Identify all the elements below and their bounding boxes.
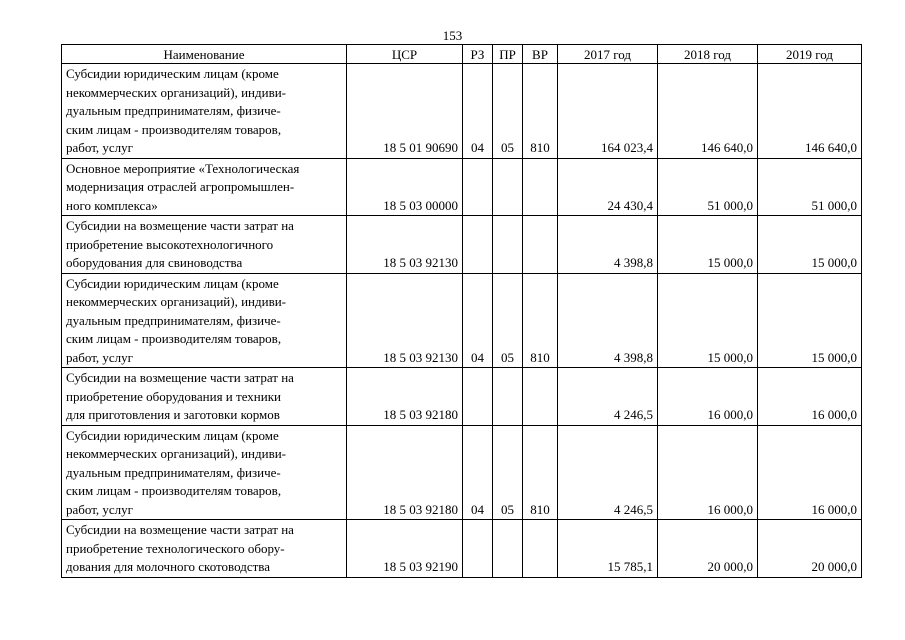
row-2019: 16 000,0 [758, 425, 862, 520]
row-rz: 04 [463, 425, 493, 520]
row-csr: 18 5 01 90690 [347, 64, 463, 159]
table-row [62, 368, 862, 426]
row-2018: 16 000,0 [658, 425, 758, 520]
header-2018: 2018 год [658, 45, 758, 64]
table-row [62, 216, 862, 274]
header-csr: ЦСР [347, 45, 463, 64]
row-name: Субсидии юридическим лицам (кроме некоммерческих организаций), индиви- дуальным предпринимателям, физиче- ским лицам - производителям товаров, работ, услуг [62, 64, 347, 159]
row-csr: 18 5 03 92130 [347, 216, 463, 274]
row-rz [463, 216, 493, 274]
row-csr: 18 5 03 92180 [347, 425, 463, 520]
row-vr [523, 368, 558, 426]
row-pr [493, 216, 523, 274]
row-rz: 04 [463, 273, 493, 368]
row-vr [523, 158, 558, 216]
row-2017: 4 398,8 [558, 273, 658, 368]
row-2018: 15 000,0 [658, 216, 758, 274]
row-2019: 51 000,0 [758, 158, 862, 216]
row-csr: 18 5 03 00000 [347, 158, 463, 216]
header-2017: 2017 год [558, 45, 658, 64]
row-2017: 164 023,4 [558, 64, 658, 159]
row-2017: 4 398,8 [558, 216, 658, 274]
row-name: Основное мероприятие «Технологическая модернизация отраслей агропромышлен- ного комплекса» [62, 158, 347, 216]
row-vr [523, 216, 558, 274]
row-pr [493, 368, 523, 426]
budget-table [61, 44, 862, 578]
row-csr: 18 5 03 92190 [347, 520, 463, 578]
header-rz: РЗ [463, 45, 493, 64]
row-2019: 15 000,0 [758, 273, 862, 368]
row-csr: 18 5 03 92130 [347, 273, 463, 368]
row-vr: 810 [523, 64, 558, 159]
row-2019: 16 000,0 [758, 368, 862, 426]
row-2018: 146 640,0 [658, 64, 758, 159]
row-rz: 04 [463, 64, 493, 159]
header-pr: ПР [493, 45, 523, 64]
row-name: Субсидии на возмещение части затрат на приобретение технологического обору- дования для молочного скотоводства [62, 520, 347, 578]
row-name: Субсидии юридическим лицам (кроме некоммерческих организаций), индиви- дуальным предпринимателям, физиче- ским лицам - производителям товаров, работ, услуг [62, 273, 347, 368]
row-2018: 16 000,0 [658, 368, 758, 426]
row-2018: 15 000,0 [658, 273, 758, 368]
page-number: 153 [442, 28, 463, 43]
row-2017: 15 785,1 [558, 520, 658, 578]
row-2019: 146 640,0 [758, 64, 862, 159]
row-name: Субсидии на возмещение части затрат на приобретение высокотехнологичного оборудования для свиноводства [62, 216, 347, 274]
table-row [62, 273, 862, 368]
row-name: Субсидии юридическим лицам (кроме некоммерческих организаций), индиви- дуальным предпринимателям, физиче- ским лицам - производителям товаров, работ, услуг [62, 425, 347, 520]
table-row [62, 520, 862, 578]
header-name: Наименование [62, 45, 347, 64]
row-2017: 4 246,5 [558, 425, 658, 520]
row-pr: 05 [493, 425, 523, 520]
table-row [62, 158, 862, 216]
row-pr [493, 520, 523, 578]
row-2018: 20 000,0 [658, 520, 758, 578]
row-2017: 24 430,4 [558, 158, 658, 216]
row-vr: 810 [523, 273, 558, 368]
table-row [62, 425, 862, 520]
row-vr: 810 [523, 425, 558, 520]
row-2017: 4 246,5 [558, 368, 658, 426]
header-vr: ВР [523, 45, 558, 64]
row-rz [463, 520, 493, 578]
row-vr [523, 520, 558, 578]
header-2019: 2019 год [758, 45, 862, 64]
row-2019: 15 000,0 [758, 216, 862, 274]
table-row [62, 64, 862, 159]
row-rz [463, 158, 493, 216]
row-pr: 05 [493, 273, 523, 368]
row-csr: 18 5 03 92180 [347, 368, 463, 426]
row-name: Субсидии на возмещение части затрат на приобретение оборудования и техники для приготовления и заготовки кормов [62, 368, 347, 426]
row-pr [493, 158, 523, 216]
row-rz [463, 368, 493, 426]
row-2018: 51 000,0 [658, 158, 758, 216]
row-2019: 20 000,0 [758, 520, 862, 578]
row-pr: 05 [493, 64, 523, 159]
header-row [62, 45, 862, 64]
